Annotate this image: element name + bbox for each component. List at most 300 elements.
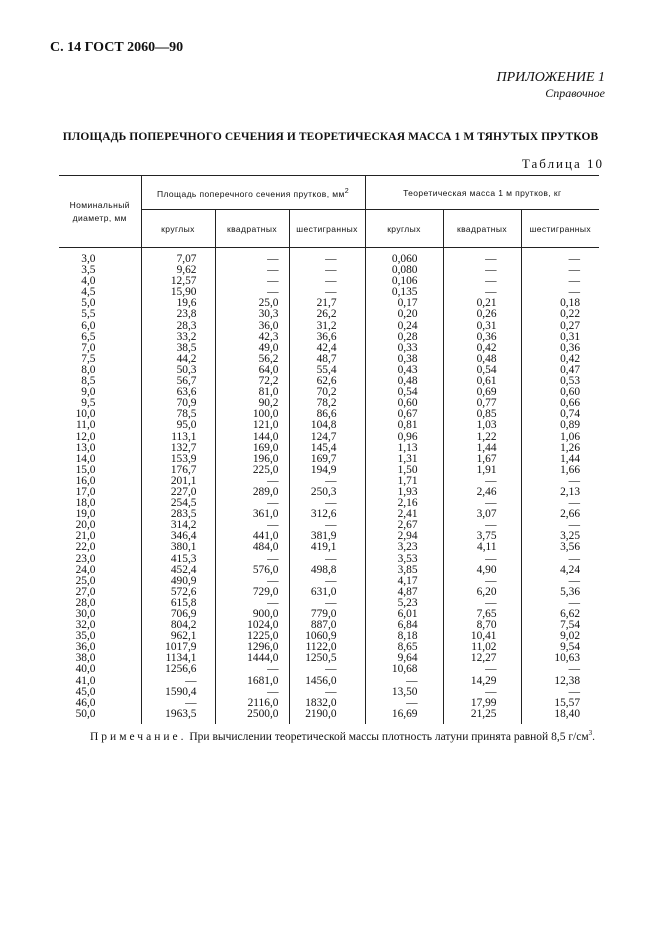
mass-hex-cell: 0,22 [560, 308, 581, 321]
diameter-cell: 9,0 [59, 387, 141, 398]
mass-hex-cell: 3,25 [560, 530, 581, 543]
appendix-block [497, 70, 605, 101]
mass-square-cell: 0,61 [443, 376, 521, 387]
area-hex-cell: — [289, 598, 365, 609]
mass-hex-cell: 2,13 [560, 485, 581, 498]
table-row [59, 709, 599, 724]
area-square-cell: — [215, 476, 289, 487]
diameter-cell: 5,5 [59, 309, 141, 320]
area-square-cell: 225,0 [215, 465, 289, 476]
diameter-cell: 27,0 [59, 587, 141, 598]
mass-round-cell: 6,84 [365, 620, 443, 631]
diameter-cell: 11,0 [59, 420, 141, 431]
mass-square-cell: 12,27 [443, 653, 521, 664]
mass-hex-cell: 1,44 [560, 452, 581, 465]
area-hex-cell: — [289, 276, 365, 287]
data-table [59, 175, 599, 724]
mass-round-cell: 6,01 [365, 609, 443, 620]
mass-hex-cell: 10,63 [554, 652, 581, 665]
area-square-cell: 729,0 [215, 587, 289, 598]
mass-round-cell: 3,53 [365, 554, 443, 565]
mass-round-cell: 1,93 [365, 487, 443, 498]
table-row [59, 664, 599, 675]
note-superscript: 3 [588, 729, 593, 737]
area-round-cell: 380,1 [141, 542, 215, 553]
mass-hex-cell: 9,02 [560, 630, 581, 643]
area-hex-cell: 104,8 [289, 420, 365, 431]
mass-hex-cell: 0,18 [560, 297, 581, 310]
area-hex-cell: 26,2 [289, 309, 365, 320]
mass-round-header: круглых [365, 210, 443, 248]
mass-hex-cell: 0,36 [560, 341, 581, 354]
mass-hex-cell: — [568, 663, 581, 676]
diameter-cell: 20,0 [59, 520, 141, 531]
area-hex-cell: 1832,0 [289, 698, 365, 709]
area-round-cell: 1963,5 [141, 709, 215, 724]
area-square-cell: 2116,0 [215, 698, 289, 709]
diameter-cell: 50,0 [59, 709, 141, 724]
mass-hex-cell: 2,66 [560, 508, 581, 521]
mass-square-header: квадратных [443, 210, 521, 248]
area-round-cell: 227,0 [141, 487, 215, 498]
mass-hex-cell: 1,06 [560, 430, 581, 443]
mass-square-cell: 4,11 [443, 542, 521, 553]
area-square-cell: 576,0 [215, 565, 289, 576]
mass-round-cell: 1,71 [365, 476, 443, 487]
area-round-cell: 1256,6 [141, 664, 215, 675]
mass-hex-cell: — [568, 275, 581, 288]
mass-square-cell: 0,36 [443, 332, 521, 343]
mass-round-cell: 4,87 [365, 587, 443, 598]
mass-round-cell: 2,41 [365, 509, 443, 520]
area-hex-cell: 124,7 [289, 432, 365, 443]
mass-round-cell: 2,67 [365, 520, 443, 531]
area-round-cell: 706,9 [141, 609, 215, 620]
diameter-cell: 15,0 [59, 465, 141, 476]
area-square-cell: 49,0 [215, 343, 289, 354]
table-row [59, 554, 599, 565]
area-round-cell: 1590,4 [141, 687, 215, 698]
mass-round-cell: 8,65 [365, 642, 443, 653]
area-hex-cell: — [289, 498, 365, 509]
area-round-cell: — [141, 698, 215, 709]
mass-round-cell: 5,23 [365, 598, 443, 609]
area-hex-cell: 250,3 [289, 487, 365, 498]
area-hex-cell: 86,6 [289, 409, 365, 420]
mass-hex-cell: 12,38 [554, 674, 581, 687]
area-hex-cell: 169,7 [289, 454, 365, 465]
diameter-header [59, 176, 141, 248]
mass-square-cell: — [443, 276, 521, 287]
mass-square-cell: 6,20 [443, 587, 521, 598]
diameter-cell: 16,0 [59, 476, 141, 487]
area-square-cell: — [215, 276, 289, 287]
appendix-subtitle: Справочное [545, 86, 605, 100]
area-round-cell: 63,6 [141, 387, 215, 398]
area-round-cell: 490,9 [141, 576, 215, 587]
diameter-cell: 9,5 [59, 398, 141, 409]
area-hex-cell: — [289, 265, 365, 276]
table-row [59, 321, 599, 332]
area-round-cell: 572,6 [141, 587, 215, 598]
area-hex-cell: — [289, 664, 365, 675]
area-square-cell: 1024,0 [215, 620, 289, 631]
mass-square-cell: 11,02 [443, 642, 521, 653]
diameter-cell: 4,0 [59, 276, 141, 287]
area-square-cell: 72,2 [215, 376, 289, 387]
mass-round-cell: 0,54 [365, 387, 443, 398]
area-square-cell: 2500,0 [215, 709, 289, 724]
table-label: Таблица 10 [521, 156, 604, 171]
area-round-cell: 9,62 [141, 265, 215, 276]
note-label: Примечание. [90, 730, 187, 743]
area-round-cell: 50,3 [141, 365, 215, 376]
area-round-cell: 19,6 [141, 298, 215, 309]
area-round-header: круглых [141, 210, 215, 248]
mass-hex-cell: 3,56 [560, 541, 581, 554]
mass-square-cell: 3,07 [443, 509, 521, 520]
mass-round-cell: 2,16 [365, 498, 443, 509]
area-square-cell: 169,0 [215, 443, 289, 454]
diameter-cell: 45,0 [59, 687, 141, 698]
area-square-cell: 361,0 [215, 509, 289, 520]
mass-round-cell: 0,17 [365, 298, 443, 309]
area-hex-cell: 2190,0 [289, 709, 365, 724]
mass-hex-cell: 6,62 [560, 608, 581, 620]
mass-hex-cell: — [568, 519, 581, 532]
area-square-cell: — [215, 554, 289, 565]
area-square-cell: 1444,0 [215, 653, 289, 664]
mass-round-cell: 0,080 [365, 265, 443, 276]
area-square-cell: 144,0 [215, 432, 289, 443]
table-row [59, 676, 599, 687]
mass-square-cell: 21,25 [443, 709, 521, 724]
area-square-cell: 30,3 [215, 309, 289, 320]
diameter-cell: 3,0 [59, 248, 141, 266]
area-square-cell: 441,0 [215, 531, 289, 542]
mass-round-cell: 0,106 [365, 276, 443, 287]
area-hex-header: шестигранных [289, 210, 365, 248]
mass-round-cell: 0,60 [365, 398, 443, 409]
mass-round-cell: — [365, 698, 443, 709]
diameter-cell: 12,0 [59, 432, 141, 443]
area-square-cell: — [215, 287, 289, 298]
mass-round-cell: 0,96 [365, 432, 443, 443]
diameter-cell: 18,0 [59, 498, 141, 509]
area-round-cell: 153,9 [141, 454, 215, 465]
area-group-header [141, 176, 365, 210]
area-square-cell: 90,2 [215, 398, 289, 409]
area-square-cell: — [215, 248, 289, 266]
area-square-cell: 64,0 [215, 365, 289, 376]
area-hex-cell: 55,4 [289, 365, 365, 376]
area-round-cell: 201,1 [141, 476, 215, 487]
mass-square-cell: 0,42 [443, 343, 521, 354]
area-square-cell: 484,0 [215, 542, 289, 553]
mass-round-cell: 1,31 [365, 454, 443, 465]
table-body [59, 248, 599, 724]
mass-group-header: Теоретическая масса 1 м прутков, кг [365, 176, 599, 210]
diameter-cell: 6,0 [59, 321, 141, 332]
area-round-cell: 33,2 [141, 332, 215, 343]
mass-round-cell: 0,060 [365, 248, 443, 266]
area-round-cell: 176,7 [141, 465, 215, 476]
diameter-cell: 5,0 [59, 298, 141, 309]
mass-round-cell: 0,28 [365, 332, 443, 343]
area-square-cell: 1681,0 [215, 676, 289, 687]
mass-square-cell: 0,48 [443, 354, 521, 365]
table-row [59, 420, 599, 431]
mass-hex-cell: 1,66 [560, 463, 581, 476]
mass-square-cell: — [443, 576, 521, 587]
area-square-cell: 42,3 [215, 332, 289, 343]
diameter-cell: 14,0 [59, 454, 141, 465]
area-hex-cell: 887,0 [289, 620, 365, 631]
mass-round-cell: 0,43 [365, 365, 443, 376]
area-round-cell: 28,3 [141, 321, 215, 332]
mass-hex-cell: 0,89 [560, 419, 581, 432]
diameter-header-line1: Номинальный [69, 199, 130, 210]
area-round-cell: 12,57 [141, 276, 215, 287]
diameter-cell: 19,0 [59, 509, 141, 520]
mass-hex-cell: — [568, 253, 581, 265]
mass-hex-cell: 0,27 [560, 319, 581, 332]
area-hex-cell: — [289, 248, 365, 266]
area-round-cell: 1017,9 [141, 642, 215, 653]
table-row [59, 432, 599, 443]
mass-round-cell: 8,18 [365, 631, 443, 642]
area-group-header-text: Площадь поперечного сечения прутков, мм [156, 188, 345, 199]
mass-square-cell: — [443, 554, 521, 565]
diameter-cell: 28,0 [59, 598, 141, 609]
area-hex-cell: — [289, 287, 365, 298]
area-round-cell: 314,2 [141, 520, 215, 531]
area-square-cell: 25,0 [215, 298, 289, 309]
mass-round-cell: 0,67 [365, 409, 443, 420]
diameter-cell: 24,0 [59, 565, 141, 576]
mass-hex-cell: — [568, 474, 581, 487]
mass-square-cell: 10,41 [443, 631, 521, 642]
area-square-cell: 900,0 [215, 609, 289, 620]
area-round-cell: 254,5 [141, 498, 215, 509]
diameter-cell: 6,5 [59, 332, 141, 343]
diameter-cell: 22,0 [59, 542, 141, 553]
mass-round-cell: 4,17 [365, 576, 443, 587]
diameter-cell: 30,0 [59, 609, 141, 620]
area-square-cell: — [215, 265, 289, 276]
mass-hex-cell: 0,66 [560, 397, 581, 410]
mass-square-cell: 0,77 [443, 398, 521, 409]
area-square-cell: 36,0 [215, 321, 289, 332]
mass-round-cell: 3,85 [365, 565, 443, 576]
mass-square-cell: 1,22 [443, 432, 521, 443]
mass-hex-cell: — [568, 552, 581, 565]
area-hex-cell: 1060,9 [289, 631, 365, 642]
diameter-cell: 36,0 [59, 642, 141, 653]
area-hex-cell: 498,8 [289, 565, 365, 576]
mass-round-cell: 0,48 [365, 376, 443, 387]
diameter-cell: 25,0 [59, 576, 141, 587]
mass-hex-cell: 0,74 [560, 408, 581, 421]
mass-hex-cell: 9,54 [560, 641, 581, 654]
area-square-cell: — [215, 664, 289, 675]
note-end: . [592, 730, 596, 743]
mass-square-cell: — [443, 265, 521, 276]
mass-round-cell: 9,64 [365, 653, 443, 664]
area-hex-cell: 145,4 [289, 443, 365, 454]
diameter-cell: 41,0 [59, 676, 141, 687]
mass-hex-header: шестигранных [521, 210, 599, 248]
diameter-cell: 35,0 [59, 631, 141, 642]
area-hex-cell: — [289, 687, 365, 698]
area-square-cell: 1225,0 [215, 631, 289, 642]
mass-round-cell: 0,135 [365, 287, 443, 298]
mass-square-cell: 0,26 [443, 309, 521, 320]
area-round-cell: 15,90 [141, 287, 215, 298]
mass-square-cell: 1,03 [443, 420, 521, 431]
area-hex-cell: 21,7 [289, 298, 365, 309]
mass-round-cell: 3,23 [365, 542, 443, 553]
area-hex-cell: 78,2 [289, 398, 365, 409]
mass-hex-cell: 15,57 [554, 696, 581, 709]
mass-square-cell: 1,91 [443, 465, 521, 476]
area-round-cell: 56,7 [141, 376, 215, 387]
diameter-cell: 8,5 [59, 376, 141, 387]
area-round-cell: 452,4 [141, 565, 215, 576]
mass-hex-cell: 0,47 [560, 363, 581, 376]
mass-hex-cell: 4,24 [560, 563, 581, 576]
area-hex-cell: 1456,0 [289, 676, 365, 687]
diameter-cell: 10,0 [59, 409, 141, 420]
mass-round-cell: 0,24 [365, 321, 443, 332]
diameter-cell: 21,0 [59, 531, 141, 542]
area-hex-cell: 631,0 [289, 587, 365, 598]
area-round-cell: 23,8 [141, 309, 215, 320]
table-header-row [59, 176, 599, 210]
mass-square-cell: — [443, 664, 521, 675]
area-round-cell: 95,0 [141, 420, 215, 431]
page-header: С. 14 ГОСТ 2060—90 [50, 40, 184, 55]
area-hex-cell: — [289, 576, 365, 587]
area-hex-cell: 1250,5 [289, 653, 365, 664]
appendix-title: ПРИЛОЖЕНИЕ 1 [496, 70, 605, 85]
mass-square-cell: 1,67 [443, 454, 521, 465]
mass-square-cell: — [443, 248, 521, 266]
area-round-cell: 44,2 [141, 354, 215, 365]
area-hex-cell: 312,6 [289, 509, 365, 520]
mass-hex-cell: — [568, 286, 581, 299]
table-row [59, 248, 599, 266]
mass-hex-cell: 0,31 [560, 330, 581, 343]
area-square-cell: — [215, 520, 289, 531]
mass-hex-cell: 1,26 [560, 441, 581, 454]
area-hex-cell: — [289, 476, 365, 487]
mass-round-cell: 0,81 [365, 420, 443, 431]
mass-round-cell: 0,38 [365, 354, 443, 365]
area-hex-cell: — [289, 520, 365, 531]
mass-square-cell: 7,65 [443, 609, 521, 620]
mass-square-cell: 0,69 [443, 387, 521, 398]
diameter-cell: 46,0 [59, 698, 141, 709]
mass-square-cell: 1,44 [443, 443, 521, 454]
area-round-cell: 283,5 [141, 509, 215, 520]
area-square-cell: 100,0 [215, 409, 289, 420]
diameter-header-line2: диаметр, мм [72, 212, 127, 223]
area-round-cell: 113,1 [141, 432, 215, 443]
area-round-cell: 7,07 [141, 248, 215, 266]
area-square-header: квадратных [215, 210, 289, 248]
diameter-cell: 3,5 [59, 265, 141, 276]
area-round-cell: 804,2 [141, 620, 215, 631]
diameter-cell: 23,0 [59, 554, 141, 565]
diameter-cell: 32,0 [59, 620, 141, 631]
mass-round-cell: 2,94 [365, 531, 443, 542]
mass-square-cell: 0,85 [443, 409, 521, 420]
area-hex-cell: 419,1 [289, 542, 365, 553]
mass-round-cell: — [365, 676, 443, 687]
diameter-cell: 8,0 [59, 365, 141, 376]
mass-round-cell: 1,13 [365, 443, 443, 454]
mass-square-cell: 0,31 [443, 321, 521, 332]
area-hex-cell: 31,2 [289, 321, 365, 332]
area-round-cell: 415,3 [141, 554, 215, 565]
diameter-cell: 38,0 [59, 653, 141, 664]
area-square-cell: 121,0 [215, 420, 289, 431]
area-round-cell: 346,4 [141, 531, 215, 542]
mass-square-cell: — [443, 287, 521, 298]
area-unit-superscript: 2 [344, 186, 350, 195]
mass-round-cell: 1,50 [365, 465, 443, 476]
section-title: ПЛОЩАДЬ ПОПЕРЕЧНОГО СЕЧЕНИЯ И ТЕОРЕТИЧЕСКАЯ МАССА 1 М ТЯНУТЫХ ПРУТКОВ [62, 131, 599, 143]
mass-square-cell: 0,21 [443, 298, 521, 309]
diameter-cell: 40,0 [59, 664, 141, 675]
mass-square-cell: — [443, 687, 521, 698]
area-hex-cell: 70,2 [289, 387, 365, 398]
mass-hex-cell: 5,36 [560, 585, 581, 598]
area-hex-cell: — [289, 554, 365, 565]
diameter-cell: 13,0 [59, 443, 141, 454]
area-round-cell: 962,1 [141, 631, 215, 642]
mass-square-cell: 4,90 [443, 565, 521, 576]
mass-hex-cell: 7,54 [560, 619, 581, 632]
area-hex-cell: 62,6 [289, 376, 365, 387]
area-round-cell: 78,5 [141, 409, 215, 420]
mass-round-cell: 10,68 [365, 664, 443, 675]
diameter-cell: 7,5 [59, 354, 141, 365]
area-hex-cell: 194,9 [289, 465, 365, 476]
diameter-cell: 17,0 [59, 487, 141, 498]
mass-hex-cell: 0,53 [560, 375, 581, 388]
mass-square-cell: 0,54 [443, 365, 521, 376]
mass-square-cell: — [443, 598, 521, 609]
area-round-cell: 1134,1 [141, 653, 215, 664]
area-square-cell: 289,0 [215, 487, 289, 498]
area-square-cell: 1296,0 [215, 642, 289, 653]
mass-hex-cell: 18,40 [554, 707, 581, 720]
area-square-cell: 56,2 [215, 354, 289, 365]
diameter-cell: 4,5 [59, 287, 141, 298]
area-hex-cell: 1122,0 [289, 642, 365, 653]
mass-square-cell: — [443, 520, 521, 531]
area-hex-cell: 48,7 [289, 354, 365, 365]
table-note [90, 729, 595, 743]
diameter-cell: 7,0 [59, 343, 141, 354]
table-row [59, 542, 599, 553]
area-square-cell: — [215, 576, 289, 587]
area-square-cell: 196,0 [215, 454, 289, 465]
mass-round-cell: 16,69 [365, 709, 443, 724]
area-square-cell: 81,0 [215, 387, 289, 398]
